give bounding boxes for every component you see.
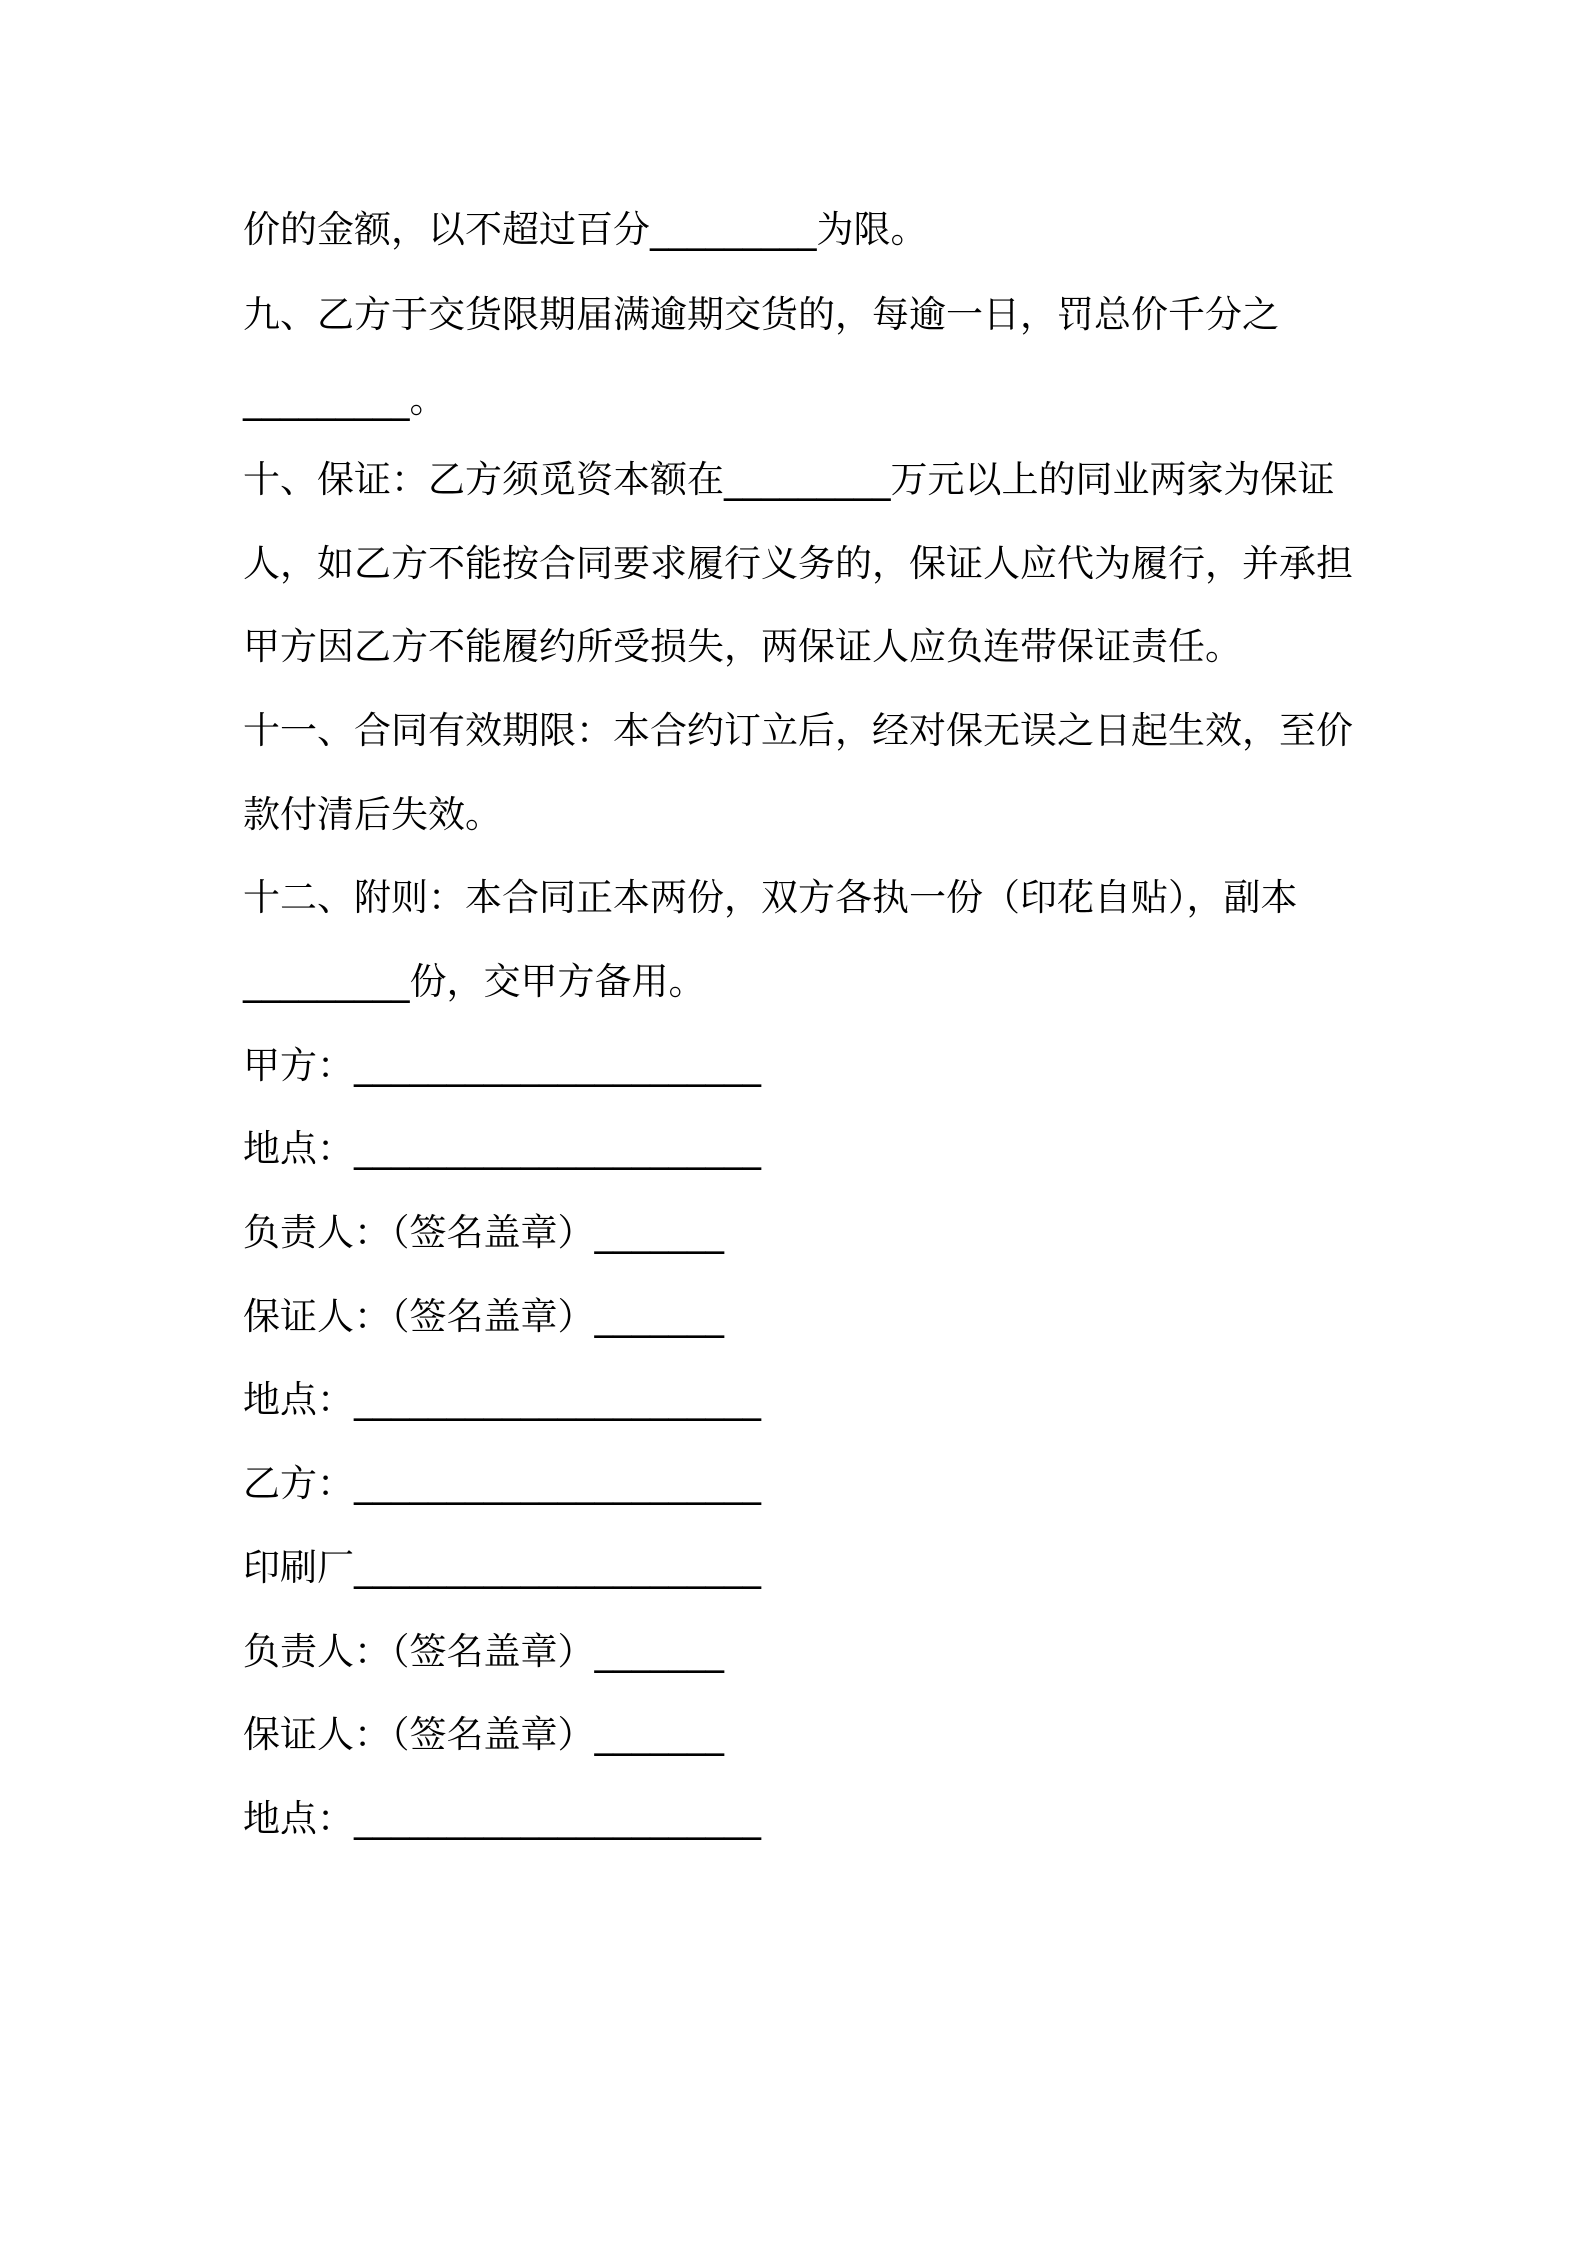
party-b-line: 乙方：______________________ [243, 1462, 761, 1505]
party-b-responsible-line: 负责人：（签名盖章）_______ [243, 1630, 724, 1673]
party-b-guarantor-line: 保证人：（签名盖章）_______ [243, 1713, 724, 1756]
party-a-responsible-line: 负责人：（签名盖章）_______ [243, 1211, 724, 1254]
clause-9-line-2: _________。 [243, 378, 447, 421]
clause-12-line-1: 十二、附则：本合同正本两份，双方各执一份（印花自贴），副本 [243, 876, 1298, 919]
clause-8-tail: 价的金额，以不超过百分_________为限。 [243, 208, 928, 251]
clause-10-line-2: 人，如乙方不能按合同要求履行义务的，保证人应代为履行，并承担 [243, 542, 1353, 585]
clause-11-line-2: 款付清后失效。 [243, 793, 502, 836]
clause-10-line-3: 甲方因乙方不能履约所受损失，两保证人应负连带保证责任。 [243, 625, 1242, 668]
clause-12-line-2: _________份，交甲方备用。 [243, 960, 706, 1003]
party-a-address-line: 地点：______________________ [243, 1127, 761, 1170]
party-a-guarantor-line: 保证人：（签名盖章）_______ [243, 1295, 724, 1338]
clause-11-line-1: 十一、合同有效期限：本合约订立后，经对保无误之日起生效，至价 [243, 709, 1353, 752]
party-a-guarantor-address-line: 地点：______________________ [243, 1378, 761, 1421]
clause-10-line-1: 十、保证：乙方须觅资本额在_________万元以上的同业两家为保证 [243, 458, 1335, 501]
party-a-line: 甲方：______________________ [243, 1044, 761, 1087]
party-b-printer-line: 印刷厂______________________ [243, 1546, 761, 1589]
party-b-guarantor-address-line: 地点：______________________ [243, 1797, 761, 1840]
clause-9-line-1: 九、乙方于交货限期届满逾期交货的，每逾一日，罚总价千分之 [243, 293, 1279, 336]
